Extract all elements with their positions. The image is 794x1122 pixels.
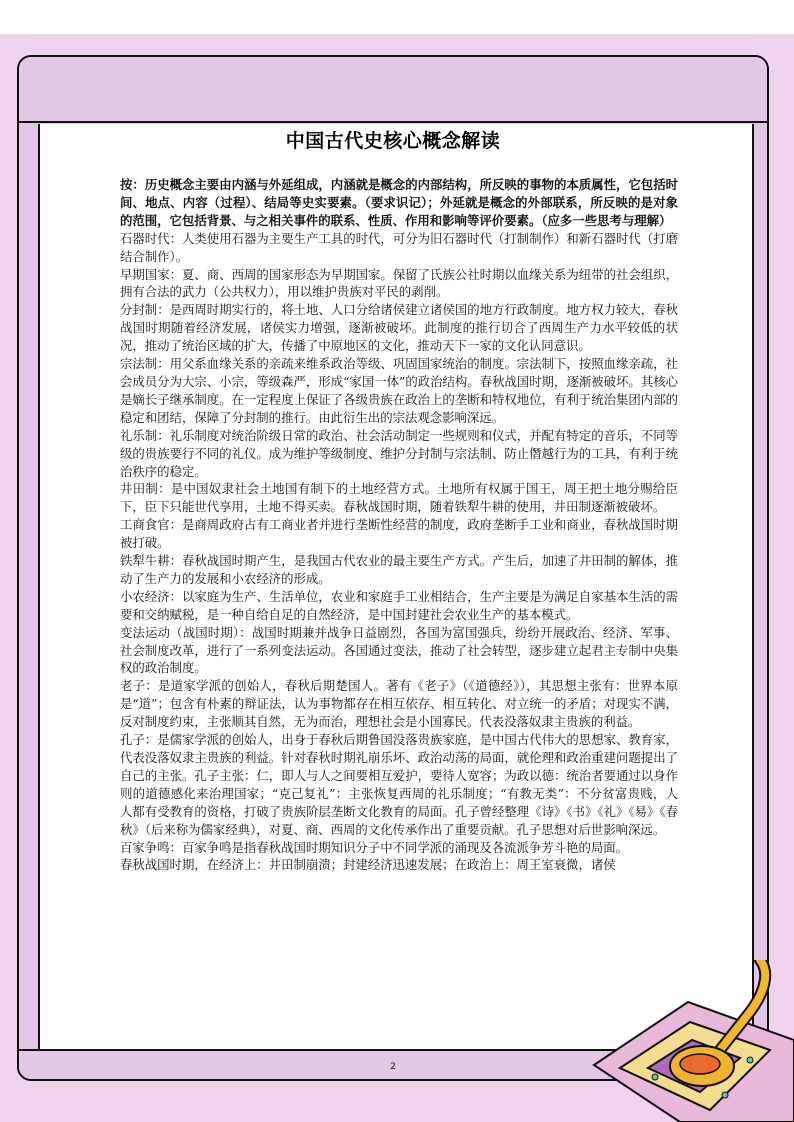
paragraph: 小农经济：以家庭为生产、生活单位，农业和家庭手工业相结合，生产主要是为满足自家基本生活的需要和交纳赋税，是一种自给自足的自然经济，是中国封建社会农业生产的基本模式。: [120, 588, 678, 622]
page-number: 2: [390, 1062, 396, 1072]
paragraph: 井田制：是中国奴隶社会土地国有制下的土地经营方式。土地所有权属于国王，周王把土地分赐给臣下，臣下只能世代享用，土地不得买卖。春秋战国时期，随着铁犁牛耕的使用，井田制逐渐被破坏。: [120, 481, 678, 515]
paragraph: 铁犁牛耕：春秋战国时期产生，是我国古代农业的最主要生产方式。产生后，加速了井田制的解体，推动了生产力的发展和小农经济的形成。: [120, 553, 678, 586]
intro-note: 按：历史概念主要由内涵与外延组成，内涵就是概念的内部结构，所反映的事物的本质属性，它包括时间、地点、内容（过程）、结局等史实要素。（要求识记）；外延就是概念的外部联系，所反映的是对象的范围，它包括背景、与之相关事件的联系、性质、作用和影响等评价要素。（应多一些思考与理解）: [120, 177, 678, 228]
spoon-tile-decoration-icon: [560, 960, 794, 1122]
paragraph: 孔子：是儒家学派的创始人，出身于春秋后期鲁国没落贵族家庭，是中国古代伟大的思想家、教育家，代表没落奴隶主贵族的利益。针对春秋时期礼崩乐坏、政治动荡的局面，就伦理和政治重建问题提出了自己的主张。孔子主张：仁，即人与人之间要相互爱护，要待人宽容；为政以德：统治者要通过以身作则的道德感化来治理国家；“克己复礼”：主张恢复西周的礼乐制度；“有教无类”：不分贫富贵贱，人人都有受教育的资格，打破了贵族阶层垄断文化教育的局面。孔子曾经整理《诗》《书》《礼》《易》《春秋》（后来称为儒家经典），对夏、商、西周的文化传承作出了重要贡献。孔子思想对后世影响深远。: [120, 732, 678, 837]
paragraph: 老子：是道家学派的创始人，春秋后期楚国人。著有《老子》（《道德经》），其思想主张有：世界本原是“道”；包含有朴素的辩证法，认为事物都存在相互依存、相互转化、对立统一的矛盾；对现实不满，反对制度约束，主张顺其自然，无为而治，理想社会是小国寡民。代表没落奴隶主贵族的利益。: [120, 678, 678, 730]
frame-header-band: [19, 57, 767, 123]
paragraph: 石器时代：人类使用石器为主要生产工具的时代，可分为旧石器时代（打制制作）和新石器时代（打磨结合制作）。: [120, 230, 678, 264]
paragraph: 春秋战国时期，在经济上：井田制崩溃；封建经济迅速发展；在政治上：周王室衰微，诸侯: [120, 857, 616, 873]
paragraph: 早期国家：夏、商、西周的国家形态为早期国家。保留了氏族公社时期以血缘关系为纽带的社会组织，拥有合法的武力（公共权力），用以维护贵族对平民的剥削。: [120, 266, 678, 300]
paragraph: 百家争鸣：百家争鸣是指春秋战国时期知识分子中不同学派的涌现及各流派争芳斗艳的局面。: [120, 839, 629, 855]
paragraph: 宗法制：用父系血缘关系的亲疏来维系政治等级、巩固国家统治的制度。宗法制下，按照血缘亲疏，社会成员分为大宗、小宗，等级森严，形成“家国一体”的政治结构。春秋战国时期，逐渐被破坏。其核心是嫡长子继承制度。在一定程度上保证了各级贵族在政治上的垄断和特权地位，有利于统治集团内部的稳定和团结，保障了分封制的推行。由此衍生出的宗法观念影响深远。: [120, 356, 678, 425]
paragraph: 变法运动（战国时期）：战国时期兼并战争日益剧烈，各国为富国强兵，纷纷开展政治、经济、军事、社会制度改革，进行了一系列变法运动。各国通过变法，推动了社会转型，逐步建立起君主专制中央集权的政治制度。: [120, 624, 678, 676]
paragraph: 工商食官：是商周政府占有工商业者并进行垄断性经营的制度，政府垄断手工业和商业，春秋战国时期被打破。: [120, 517, 678, 551]
paragraph: 礼乐制：礼乐制度对统治阶级日常的政治、社会活动制定一些规则和仪式，并配有特定的音乐，不同等级的贵族要行不同的礼仪。成为维护等级制度、维护分封制与宗法制、防止僭越行为的工具，有利于统治秩序的稳定。: [120, 427, 678, 479]
paragraph: 分封制：是西周时期实行的，将土地、人口分给诸侯建立诸侯国的地方行政制度。地方权力较大，春秋战国时期随着经济发展，诸侯实力增强，逐渐被破坏。此制度的推行切合了西周生产力水平较低的状况，推动了统治区域的扩大，传播了中原地区的文化，推动天下一家的文化认同意识。: [120, 302, 678, 354]
page-top-margin: [0, 0, 794, 34]
document-title: 中国古代史核心概念解读: [285, 130, 501, 152]
document-body: [120, 176, 678, 874]
